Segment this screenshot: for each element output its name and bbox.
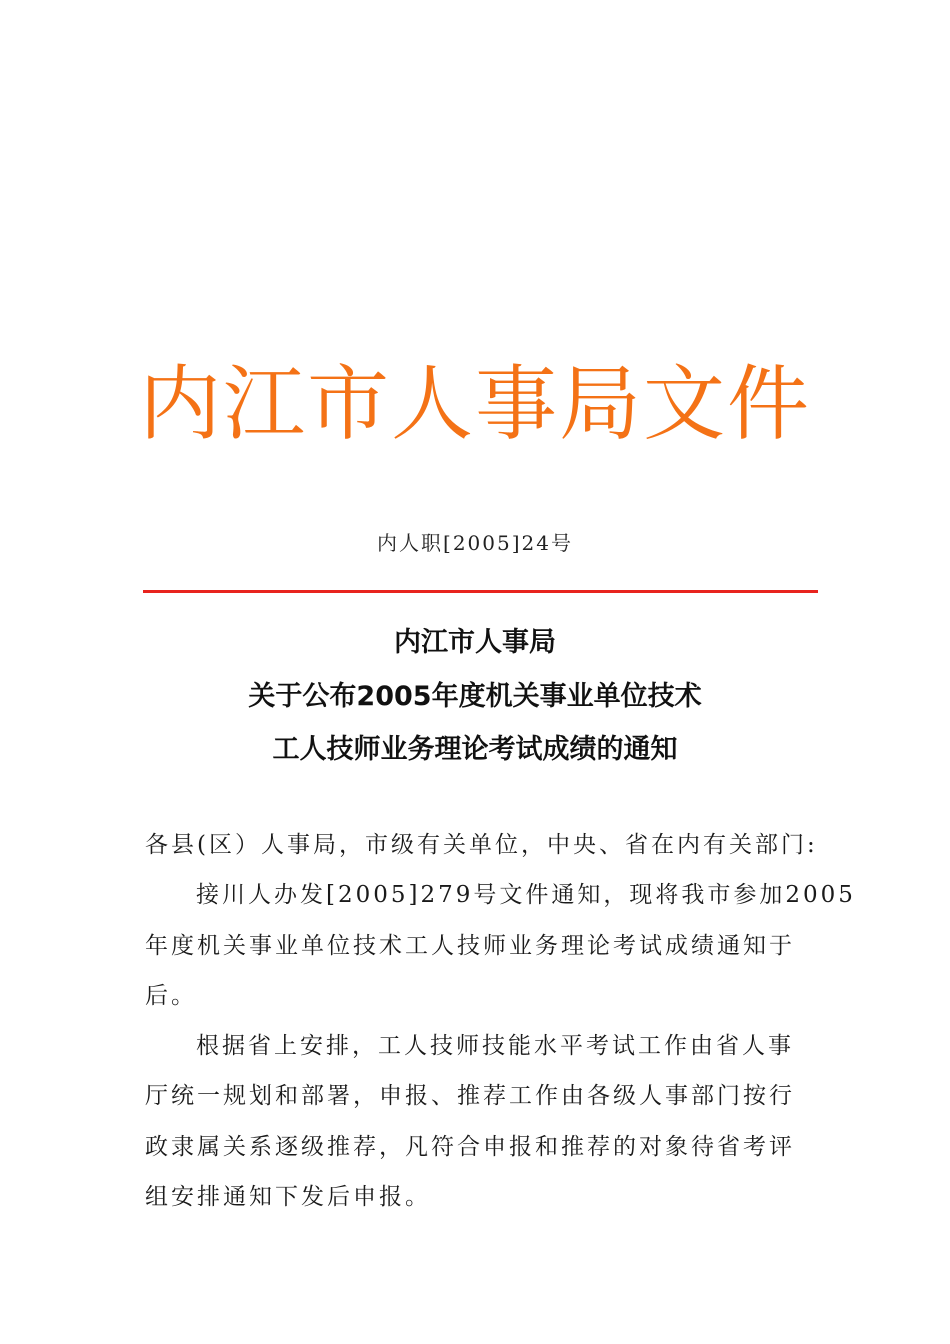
paragraph-1-line-1: 接川人办发[2005]279号文件通知，现将我市参加2005 xyxy=(196,882,856,908)
paragraph-1-line-2: 年度机关事业单位技术工人技师业务理论考试成绩通知于 xyxy=(145,933,795,959)
paragraph-2-line-1: 根据省上安排，工人技师技能水平考试工作由省人事 xyxy=(196,1033,794,1059)
notice-title-line-1: 内江市人事局 xyxy=(394,627,556,658)
paragraph-2-line-4: 组安排通知下发后申报。 xyxy=(145,1184,431,1210)
red-divider-line xyxy=(143,590,818,593)
paragraph-2-line-2: 厅统一规划和部署，申报、推荐工作由各级人事部门按行 xyxy=(145,1083,795,1109)
notice-title-line-3: 工人技师业务理论考试成绩的通知 xyxy=(272,734,678,765)
addressee-line: 各县(区）人事局，市级有关单位，中央、省在内有关部门: xyxy=(145,832,818,858)
paragraph-2-line-3: 政隶属关系逐级推荐，凡符合申报和推荐的对象待省考评 xyxy=(145,1134,795,1160)
document-masthead: 内江市人事局文件 xyxy=(138,357,811,452)
paragraph-1-line-3: 后。 xyxy=(145,983,197,1009)
document-number: 内人职[2005]24号 xyxy=(377,531,573,555)
notice-title-line-2: 关于公布2005年度机关事业单位技术 xyxy=(248,681,702,712)
